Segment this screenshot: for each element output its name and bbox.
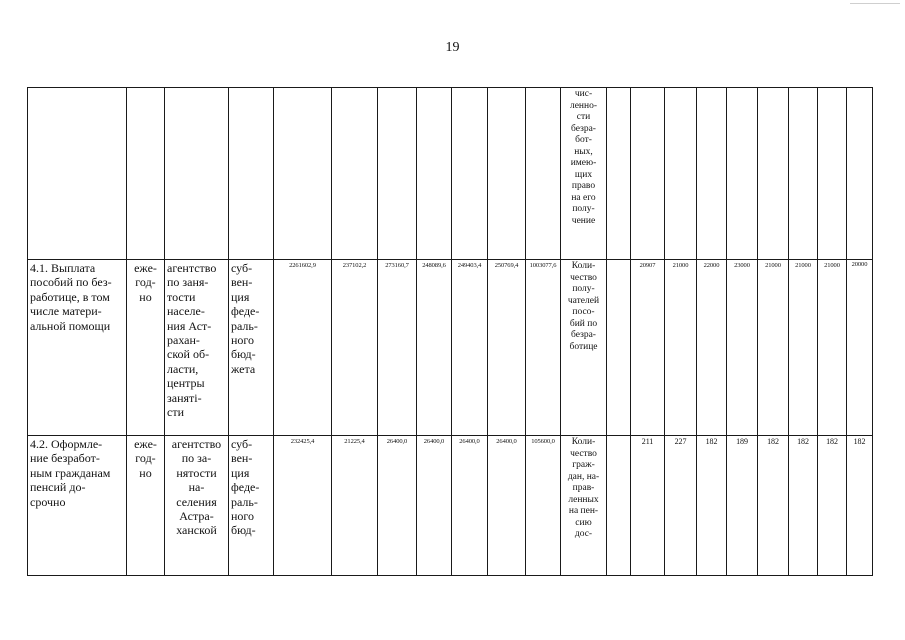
measure-name: 4.2. Оформле- ние безработ- ным гражданам пенсий до- срочно: [28, 436, 127, 576]
finance-total: 232425,4: [274, 436, 332, 576]
cell-empty: [789, 88, 818, 260]
finance-year: 105600,0: [526, 436, 561, 576]
finance-year: 26400,0: [488, 436, 526, 576]
indicator-value: 20000: [847, 260, 873, 436]
cell-empty: [631, 88, 665, 260]
cell-empty: [229, 88, 274, 260]
indicator-value: 227: [665, 436, 697, 576]
cell-empty: [378, 88, 417, 260]
cell-empty: [417, 88, 452, 260]
measure-executor: агентство по за- нятости на- селения Астра- ханской: [165, 436, 229, 576]
indicator-name: Коли- чество граж- дан, на- прав- ленных на пен- сию дос-: [561, 436, 607, 576]
finance-year: 26400,0: [417, 436, 452, 576]
measure-period: еже- год- но: [127, 260, 165, 436]
cell-empty: [607, 88, 631, 260]
cell-empty: [165, 88, 229, 260]
indicator-value: 182: [818, 436, 847, 576]
measure-source: суб- вен- ция феде- раль- ного бюд- жета: [229, 260, 274, 436]
indicator-value: 189: [727, 436, 758, 576]
indicator-value: 182: [697, 436, 727, 576]
finance-year: 273160,7: [378, 260, 417, 436]
page-number: 19: [445, 40, 460, 55]
cell-empty: [332, 88, 378, 260]
measure-executor: агентство по заня- тости населе- ния Аст- рахан- ской об- ласти, центры заняті- сти: [165, 260, 229, 436]
cell-empty: [607, 260, 631, 436]
finance-total: 2261602,9: [274, 260, 332, 436]
cell-empty: [697, 88, 727, 260]
cell-empty: [758, 88, 789, 260]
cell-empty: [452, 88, 488, 260]
indicator-value: 211: [631, 436, 665, 576]
indicator-value: 182: [847, 436, 873, 576]
measure-source: суб- вен- ция феде- раль- ного бюд-: [229, 436, 274, 576]
finance-year: 250769,4: [488, 260, 526, 436]
indicator-value: 21000: [665, 260, 697, 436]
cell-empty: [607, 436, 631, 576]
finance-year: 248089,6: [417, 260, 452, 436]
indicator-name: Коли- чество полу- чателей посо- бий по безра- ботице: [561, 260, 607, 436]
table-row: [28, 260, 873, 436]
indicator-value: 21000: [789, 260, 818, 436]
finance-year: 26400,0: [452, 436, 488, 576]
cell-empty: [127, 88, 165, 260]
indicator-value: 182: [789, 436, 818, 576]
finance-year: 21225,4: [332, 436, 378, 576]
indicator-value: 23000: [727, 260, 758, 436]
finance-year: 249403,4: [452, 260, 488, 436]
measure-name: 4.1. Выплата пособий по без- работице, в том числе матери- альной помощи: [28, 260, 127, 436]
table-row-continuation: [28, 88, 873, 260]
finance-year: 237102,2: [332, 260, 378, 436]
cell-empty: [28, 88, 127, 260]
indicator-value: 182: [758, 436, 789, 576]
table-row: [28, 436, 873, 576]
cell-empty: [526, 88, 561, 260]
finance-year: 26400,0: [378, 436, 417, 576]
cell-empty: [847, 88, 873, 260]
program-table: [27, 87, 873, 576]
cell-empty: [727, 88, 758, 260]
cell-empty: [665, 88, 697, 260]
indicator-value: 21000: [818, 260, 847, 436]
indicator-tail: чис- ленно- сти безра- бот- ных, имею- щих право на его полу- чение: [561, 88, 607, 260]
indicator-value: 21000: [758, 260, 789, 436]
indicator-value: 20907: [631, 260, 665, 436]
cell-empty: [274, 88, 332, 260]
cell-empty: [818, 88, 847, 260]
measure-period: еже- год- но: [127, 436, 165, 576]
indicator-value: 22000: [697, 260, 727, 436]
cell-empty: [488, 88, 526, 260]
corner-scan-mark: [850, 3, 900, 4]
finance-year: 1003077,6: [526, 260, 561, 436]
